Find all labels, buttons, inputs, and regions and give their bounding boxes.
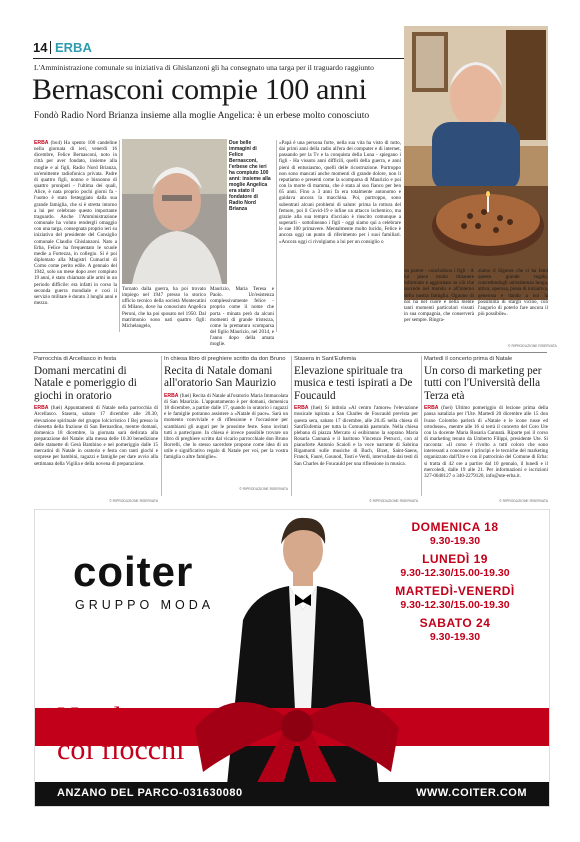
article-san-maurizio	[164, 356, 288, 491]
schedule-hours: 9.30-12.30/15.00-19.30	[400, 567, 510, 579]
lead-headline: Bernasconi compie 100 anni	[32, 73, 367, 106]
article-location-tag: ERBA	[424, 405, 439, 412]
schedule-day: MARTEDÌ-VENERDÌ	[395, 584, 515, 598]
article-sant-eufemia	[294, 356, 418, 503]
ad-brand-logo: coiter	[73, 548, 194, 595]
section-title: ERBA	[55, 40, 92, 55]
lead-col1-text: (bo4) Ha spento 100 candeline nella giornata di ieri, venerdì 16 dicembre, Felice Bernasconi, noto in città per aver fondato, insieme alla moglie e ai figli, Radio Nord Brianza, un'emittente radiofonica privata. Padre di quattro figli, nonno e bisnonno di quattro pronipoti - l'ultima dei quali, Alice, è nata proprio pochi giorni fa - l'uomo è stato festeggiato dalla sua grande famiglia, che si è stretta intorno a lui per celebrare questo importante traguardo. Anche l'Amministrazione comunale ha voluto rendergli omaggio con una targa, consegnata proprio ieri su iniziativa del presidente del Consiglio comunale Claudio Ghislanzoni. Nato a Erba, Felice ha frequentato le scuole medie a Fortezza, in collegio. Si è poi diplomato alla Magistri Cumacini di Como come perito edile. A gennaio del 1942, solo un mese dopo aver compiuto 19 anni, è stato chiamato alle armi in un periodo difficile: era infatti in corso la seconda guerra mondiale e così il servizio militare è durato 3 lunghi anni e mezzo.	[34, 140, 117, 307]
article-body	[424, 405, 548, 499]
lead-column-6: ziamo il Signore che ci ha fatto questo grande regalo, concedendogli un'esistenza lunga, attiva, operosa, piena di iniziativa, generosa e dando a noi la possibilità di stargli vicino, con l'augurio di poterlo fare ancora il più possibile».	[478, 268, 549, 318]
article-text: (fuei) Appuntamenti di Natale nella parrocchia di Arcellasco. Stasera, sabato 17 dicembre alle 20.30, elevazione spirituale del gruppo lolcicristico I Bej presso la chiesetta della frazione di San Bernardino, mentre domani, domenica 18 dicembre, la giornata sarà dedicata alla preparazione del Natale: alla messa delle 10.30 benedizione delle statuette di Gesù Bambino e nel pomeriggio dalle 15 mercatini di Natale in oratorio e festa con tanti giochi e sorprese per bambini, ragazzi e famiglie per dare avvio alla settimana della Vigilia e della novena di preparazione.	[34, 405, 159, 467]
schedule-day: SABATO 24	[419, 616, 491, 630]
article-body	[294, 405, 418, 499]
schedule-hours: 9.30-19.30	[429, 535, 481, 547]
lead-column-5b: un parere - concludono i figli - A lui piace molto rimanere informato e aggiornato su ciò che succede nel mondo e all'interno della nostra famiglia. Ognuno di noi ha nel cuore e nella mente tanti momenti particolari vissuti in sua compagnia, che conserverà per sempre. Ringra-	[404, 268, 474, 324]
schedule-hours: 9.30-19.30	[429, 631, 481, 643]
article-location-tag: ERBA	[164, 392, 179, 399]
lead-location-tag: ERBA	[34, 140, 49, 146]
lead-subhead: Fondò Radio Nord Brianza insieme alla moglie Angelica: è un erbese molto conosciuto	[34, 110, 370, 121]
lead-kicker: L'Amministrazione comunale su iniziativa di Ghislanzoni gli ha consegnato una targa per il traguardo raggiunto	[34, 63, 374, 72]
article-kicker: In chiesa libro di preghiere scritto da don Bruno	[164, 356, 286, 362]
article-copyright: © RIPRODUZIONE RISERVATA	[239, 486, 288, 491]
ad-footer-bar	[35, 782, 549, 806]
ad-slogan-line2: coi fiocchi	[57, 733, 185, 766]
article-text: (fuei) Ultimo pomeriggio di lezione prima della pausa natalizia per l'Ute. Martedì 20 dicembre alle 15 don Ivano Colombo parlerà di «Natale e le icone russe ed ortodosse», mentre alle 16 si terrà il concerto del Coro Ute con la docente Maria Rosaria Cannatà. Riparte poi il corso di marketing tenuto da Umberto Filippi, presidente Ute. Si racconta: «Il corso è rivolto a tutti coloro che sono interessati a conoscere i principi e le tecniche del marketing organizzato dall'Ute e con il patrocinio del Comune di Erba: si tratta di 42 ore a partire dal 10 gennaio, il lunedì e il mercoledì, dalle 19 alle 21. Per informazioni e iscrizioni 327-0048127 o 340-2279120, info@ute-erba.it.	[424, 405, 548, 479]
article-body	[34, 405, 158, 499]
schedule-hours: 9.30-12.30/15.00-19.30	[400, 599, 510, 611]
photo-bernasconi-portrait	[122, 139, 227, 284]
ad-schedule	[375, 520, 535, 644]
schedule-day: LUNEDÌ 19	[422, 552, 488, 566]
article-kicker: Parrocchia di Arcellasco in festa	[34, 356, 117, 362]
article-text: (fuei) Si intitola «Al centro l'amore» l'elevazione musicale ispirata a San Charles de Foucauld prevista per questa sera, sabato 17 dicembre, alle 20.45 nella chiesa di Sant'Eufemia per tutta la Comunità pastorale. Nella chiesa plebana di piazza Mercato si esibiranno la soprano Maria Rosaria Cannanà e il baritono Vincenzo Petrucci, con al pianoforte Antonio Scaioli e la voce narrante di Sabrina Rigamonti sulle musiche di Bach, Bizet, Saint-Saens, Franck, Fauré, Gounod, Tosti e Verdi, intervallate dai testi di San Charles de Foucauld per una riflessione in musica.	[294, 405, 418, 467]
lead-column-1	[34, 140, 117, 332]
ad-brand-subtitle: GRUPPO MODA	[75, 598, 215, 612]
ad-address: ANZANO DEL PARCO-031630080	[57, 787, 243, 799]
article-headline: Elevazione spirituale tra musica e testi ispirati a De Foucauld	[294, 365, 413, 402]
article-kicker: Martedì il concerto prima di Natale	[424, 356, 513, 362]
lead-column-4: «Papà è una persona forte, nella sua vita ha visto di tutto, dai primi anni della radio all'era dei computer e di internet, passando per la Tv e la conquista della Luna - spiegano i figli - Ha vissuto anni difficili, quelli della guerra, e anni pieni di entusiasmo, quelli delle ricostruzione. Purtroppo non sono mancati anche momenti di grande dolore, non li reputiamo e presenti come la scomparsa di Maurizio e poi con la morte di mamma, che è stata al suo fianco per ben 65 anni. Fino a 3 anni fa era totalmente autonomo e guidava ancora la macchina. Poi, purtroppo, sono subentrati alcuni problemi di salute: prima la rottura del femore, poi il Covid-19 e infine un attacco ischemico, ma grazie alla sua tempra d'acciaio è riuscito comunque a superarli - sottolineano i figli - oggi siamo qui a celebrare le sue 100 primavere. Mentalmente molto lucido, Felice è ancora oggi un punto di riferimento per i suoi familiari. «Ancora oggi ci rivolgiamo a lui per un consiglio o	[279, 140, 401, 245]
article-headline: Domani mercatini di Natale e pomeriggio di giochi in oratorio	[34, 365, 137, 402]
ad-website-link[interactable]: WWW.COITER.COM	[416, 787, 527, 799]
photo-cake-illustration	[404, 66, 548, 266]
ad-slogan	[57, 702, 184, 766]
page-number: 14	[33, 40, 48, 55]
photo-bernasconi-cake	[404, 66, 548, 266]
lead-column-2: Tornato dalla guerra, ha poi trovato impiego nel 1947 presso lo storico ufficio tecnico della società Montecatini di Milano, dove ha conosciuto Angelica Peroni, che ha poi sposato nel 1950. Dal matrimonio sono nati quattro figli: Michelangelo,	[122, 286, 206, 329]
coiter-advertisement[interactable]	[34, 509, 550, 807]
article-body	[164, 393, 288, 487]
article-copyright: © RIPRODUZIONE RISERVATA	[369, 499, 418, 504]
ad-slogan-line1: Natale	[57, 701, 136, 734]
article-kicker: Stasera in Sant'Eufemia	[294, 356, 357, 362]
article-copyright: © RIPRODUZIONE RISERVATA	[499, 499, 548, 504]
lead-column-3: Maurizio, Maria Teresa e Paolo. Un'esistenza complessivamente felice - proprio come il nome che porta - minata però da alcuni momenti di grande tristezza, come la prematura scomparsa del figlio Maurizio, nel 2014, e l'anno dopo della amata moglie.	[210, 286, 274, 348]
article-location-tag: ERBA	[294, 405, 309, 412]
lead-copyright: © RIPRODUZIONE RISERVATA	[508, 344, 557, 348]
article-copyright: © RIPRODUZIONE RISERVATA	[109, 499, 158, 504]
schedule-day: DOMENICA 18	[411, 520, 499, 534]
article-ute	[424, 356, 548, 503]
article-headline: Un corso di marketing per tutti con l'Università della Terza età	[424, 365, 542, 402]
photo-portrait-illustration	[122, 139, 227, 284]
photo-caption: Due belle immagini di Felice Bernasconi, l'erbese che ieri ha compiuto 100 anni: insieme alla moglie Angelica era stato il fondatore di Radio Nord Brianza	[229, 140, 271, 212]
article-text: (fuei) Recita di Natale all'oratorio Maria Immacolata di San Maurizio. L'appuntamento è per domani, domenica 18 dicembre, a partire dalle 17, quando in oratorio i ragazzi e le famiglie potranno assistere a «Natale di pace». Sarà un momento conviviale e di riflessione e l'occasione per scambiarsi gli auguri per le prossime feste. Sono invitati tutti a partecipare. In chiesa è invece possibile trovare un libro di preghiere scritto dal vicario parrocchiale don Bruno Borrelli, che lo stesso sacerdote propone come idea di un utile e significativo regalo di Natale per voi, per la vostra famiglia o altre famiglie».	[164, 392, 288, 461]
article-headline: Recita di Natale domani all'oratorio San Maurizio	[164, 365, 276, 390]
article-location-tag: ERBA	[34, 405, 49, 412]
article-arcellasco	[34, 356, 158, 503]
